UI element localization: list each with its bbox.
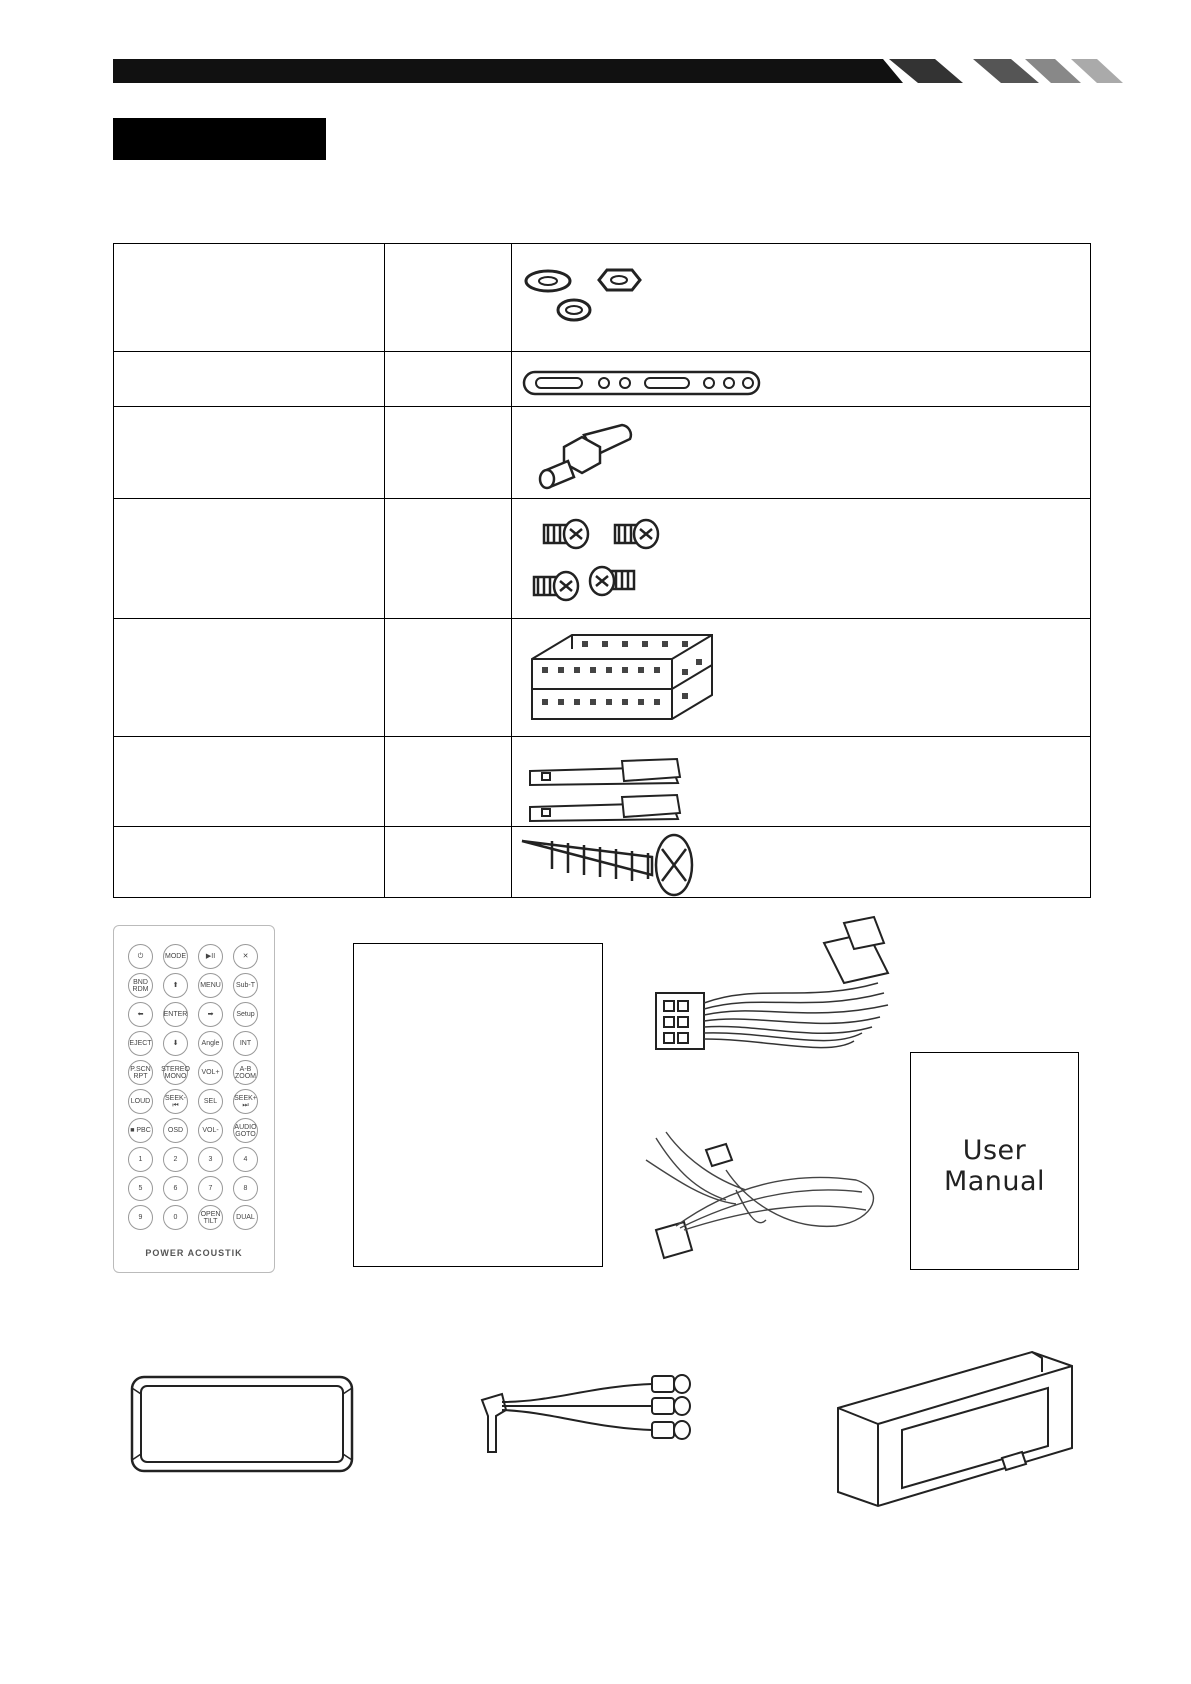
- remote-button: 5: [128, 1176, 153, 1201]
- part-image-cell: [512, 619, 1091, 737]
- table-row: [114, 407, 1091, 499]
- bolt-icon: [512, 407, 712, 497]
- part-name-cell: [114, 619, 385, 737]
- warranty-card: [353, 943, 603, 1267]
- remote-brand-logo: POWER ACOUSTIK: [145, 1248, 243, 1258]
- part-quantity-cell: [385, 827, 512, 898]
- part-quantity-cell: [385, 244, 512, 352]
- mounting-strap-icon: [512, 352, 772, 404]
- remote-button: Sub-T: [233, 973, 258, 998]
- user-manual-label: User Manual: [943, 1135, 1046, 1197]
- remote-button: 3: [198, 1147, 223, 1172]
- remote-button: ▶II: [198, 944, 223, 969]
- table-row: [114, 619, 1091, 737]
- av-cable-icon: [472, 1372, 702, 1482]
- remote-button: Setup: [233, 1002, 258, 1027]
- remote-button: VOL+: [198, 1060, 223, 1085]
- part-name-cell: [114, 499, 385, 619]
- remote-button: ⬅: [128, 1002, 153, 1027]
- remote-button: SEEK- ⏮: [163, 1089, 188, 1114]
- part-name-cell: [114, 244, 385, 352]
- part-name-cell: [114, 737, 385, 827]
- remote-button: P.SCN RPT: [128, 1060, 153, 1085]
- section-title-block: [113, 118, 326, 160]
- remote-button: 1: [128, 1147, 153, 1172]
- remote-button: 7: [198, 1176, 223, 1201]
- part-name-cell: [114, 827, 385, 898]
- removal-keys-icon: [512, 737, 712, 825]
- header-stripe: [113, 59, 1133, 83]
- part-quantity-cell: [385, 499, 512, 619]
- accessories-table: [113, 243, 1091, 898]
- part-image-cell: [512, 407, 1091, 499]
- user-manual: [910, 1052, 1079, 1270]
- remote-button: 4: [233, 1147, 258, 1172]
- part-name-cell: [114, 352, 385, 407]
- remote-button: INT: [233, 1031, 258, 1056]
- part-image-cell: [512, 244, 1091, 352]
- remote-button: ⏻: [128, 944, 153, 969]
- remote-button: OSD: [163, 1118, 188, 1143]
- remote-button: OPEN TILT: [198, 1205, 223, 1230]
- table-row: [114, 827, 1091, 898]
- part-name-cell: [114, 407, 385, 499]
- remote-button: EJECT: [128, 1031, 153, 1056]
- iso-wiring-harness-icon: [648, 913, 908, 1063]
- washer-nut-icon: [512, 244, 712, 344]
- trim-ring-icon: [832, 1338, 1082, 1533]
- part-image-cell: [512, 499, 1091, 619]
- remote-button: 0: [163, 1205, 188, 1230]
- mounting-sleeve-icon: [512, 619, 732, 733]
- part-image-cell: [512, 827, 1091, 898]
- table-row: [114, 244, 1091, 352]
- remote-button: A-B ZOOM: [233, 1060, 258, 1085]
- remote-button: MODE: [163, 944, 188, 969]
- table-row: [114, 352, 1091, 407]
- remote-button: ⬇: [163, 1031, 188, 1056]
- remote-button: ➡: [198, 1002, 223, 1027]
- remote-button: ✕: [233, 944, 258, 969]
- remote-button: 6: [163, 1176, 188, 1201]
- remote-button: AUDIO GOTO: [233, 1118, 258, 1143]
- table-row: [114, 737, 1091, 827]
- remote-button: STEREO MONO: [163, 1060, 188, 1085]
- remote-button: MENU: [198, 973, 223, 998]
- remote-button: SEEK+ ⏭: [233, 1089, 258, 1114]
- part-quantity-cell: [385, 407, 512, 499]
- part-image-cell: [512, 352, 1091, 407]
- remote-button: SEL: [198, 1089, 223, 1114]
- remote-button: ■ PBC: [128, 1118, 153, 1143]
- tapping-screw-icon: [512, 827, 712, 897]
- remote-button: Angle: [198, 1031, 223, 1056]
- table-row: [114, 499, 1091, 619]
- faceplate-case-icon: [129, 1374, 355, 1474]
- machine-screws-icon: [512, 499, 712, 615]
- part-quantity-cell: [385, 619, 512, 737]
- part-image-cell: [512, 737, 1091, 827]
- remote-button: LOUD: [128, 1089, 153, 1114]
- remote-button: DUAL: [233, 1205, 258, 1230]
- remote-button: VOL-: [198, 1118, 223, 1143]
- power-wiring-harness-icon: [636, 1130, 886, 1270]
- remote-button: ENTER: [163, 1002, 188, 1027]
- remote-button: BND RDM: [128, 973, 153, 998]
- remote-control: [113, 925, 275, 1273]
- remote-button: ⬆: [163, 973, 188, 998]
- remote-button: 8: [233, 1176, 258, 1201]
- part-quantity-cell: [385, 737, 512, 827]
- part-quantity-cell: [385, 352, 512, 407]
- remote-button: 9: [128, 1205, 153, 1230]
- remote-button: 2: [163, 1147, 188, 1172]
